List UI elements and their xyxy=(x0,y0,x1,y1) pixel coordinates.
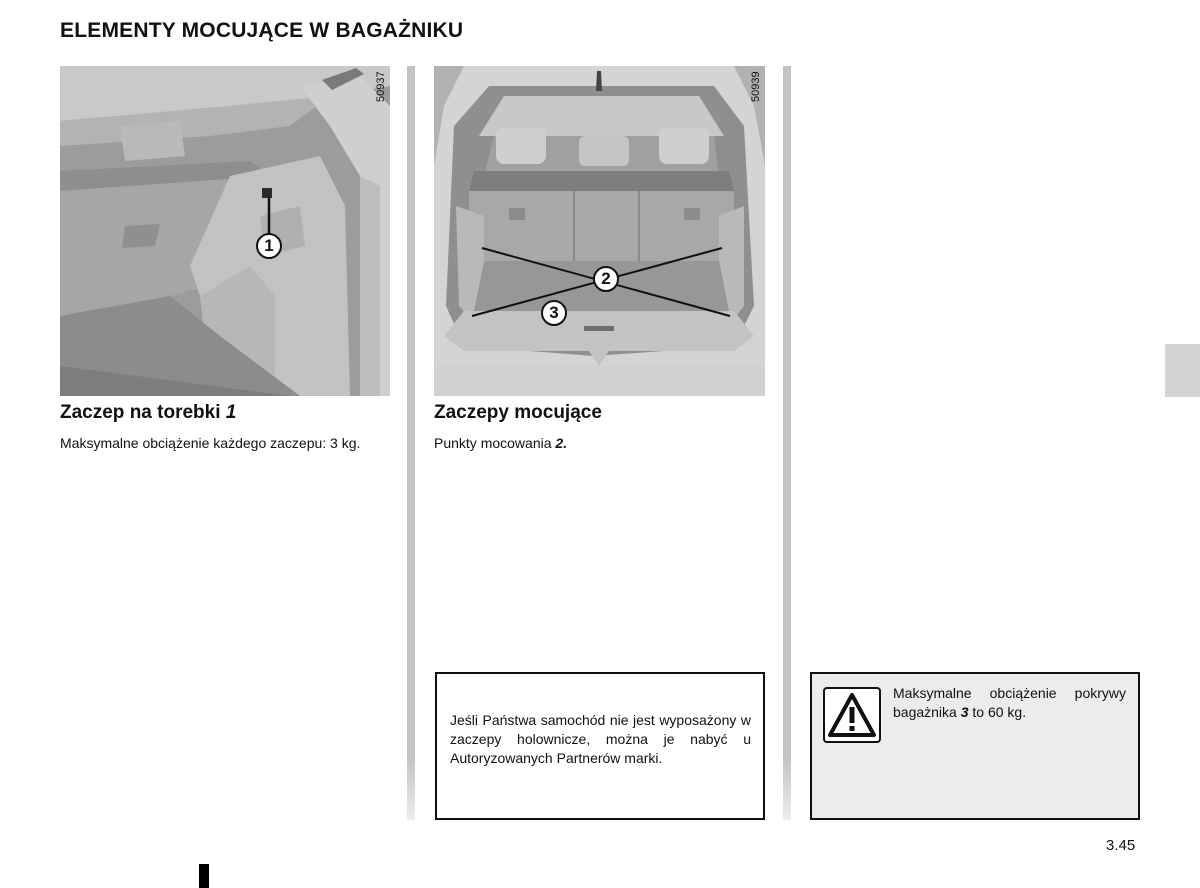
column-divider-right xyxy=(783,66,791,820)
warning-ref: 3 xyxy=(960,704,969,720)
anchor-points-description xyxy=(434,434,765,453)
page-number: 3.45 xyxy=(1106,837,1136,854)
figure-code: 50939 xyxy=(750,71,762,102)
callout-3: 3 xyxy=(541,300,567,326)
body-text: Punkty mocowania xyxy=(434,435,556,451)
figure-code: 50937 xyxy=(375,71,387,102)
heading-text: Zaczep na torebki xyxy=(60,402,226,423)
info-note-box xyxy=(435,672,765,820)
heading-ref: 1 xyxy=(225,402,237,423)
column-divider-left xyxy=(407,66,415,820)
trunk-side-illustration xyxy=(60,66,390,396)
callout-1: 1 xyxy=(256,233,282,259)
warning-triangle-icon xyxy=(823,687,881,743)
bag-hook-description: Maksymalne obciążenie każdego zaczepu: 3 kg. xyxy=(60,435,361,451)
callout-2: 2 xyxy=(593,266,619,292)
chapter-tab xyxy=(1165,344,1200,397)
warning-box xyxy=(810,672,1140,820)
page-title: ELEMENTY MOCUJĄCE W BAGAŻNIKU xyxy=(60,19,464,42)
figure-anchor-points xyxy=(434,66,765,396)
warning-text xyxy=(893,684,1126,722)
edge-mark xyxy=(199,864,209,888)
section-heading-bag-hook xyxy=(60,402,236,424)
trunk-rear-illustration xyxy=(434,66,765,396)
figure-bag-hook xyxy=(60,66,390,396)
warning-text-part-2: to 60 kg. xyxy=(968,704,1027,720)
info-note-text: Jeśli Państwa samochód nie jest wyposażony w zaczepy holownicze, można je nabyć u Autoryzowanych Partnerów marki. xyxy=(450,712,751,766)
section-heading-anchor-points: Zaczepy mocujące xyxy=(434,402,602,423)
body-ref: 2. xyxy=(555,435,568,451)
warning-text-part-1: Maksymalne obciążenie pokrywy bagażnika xyxy=(893,685,1126,720)
